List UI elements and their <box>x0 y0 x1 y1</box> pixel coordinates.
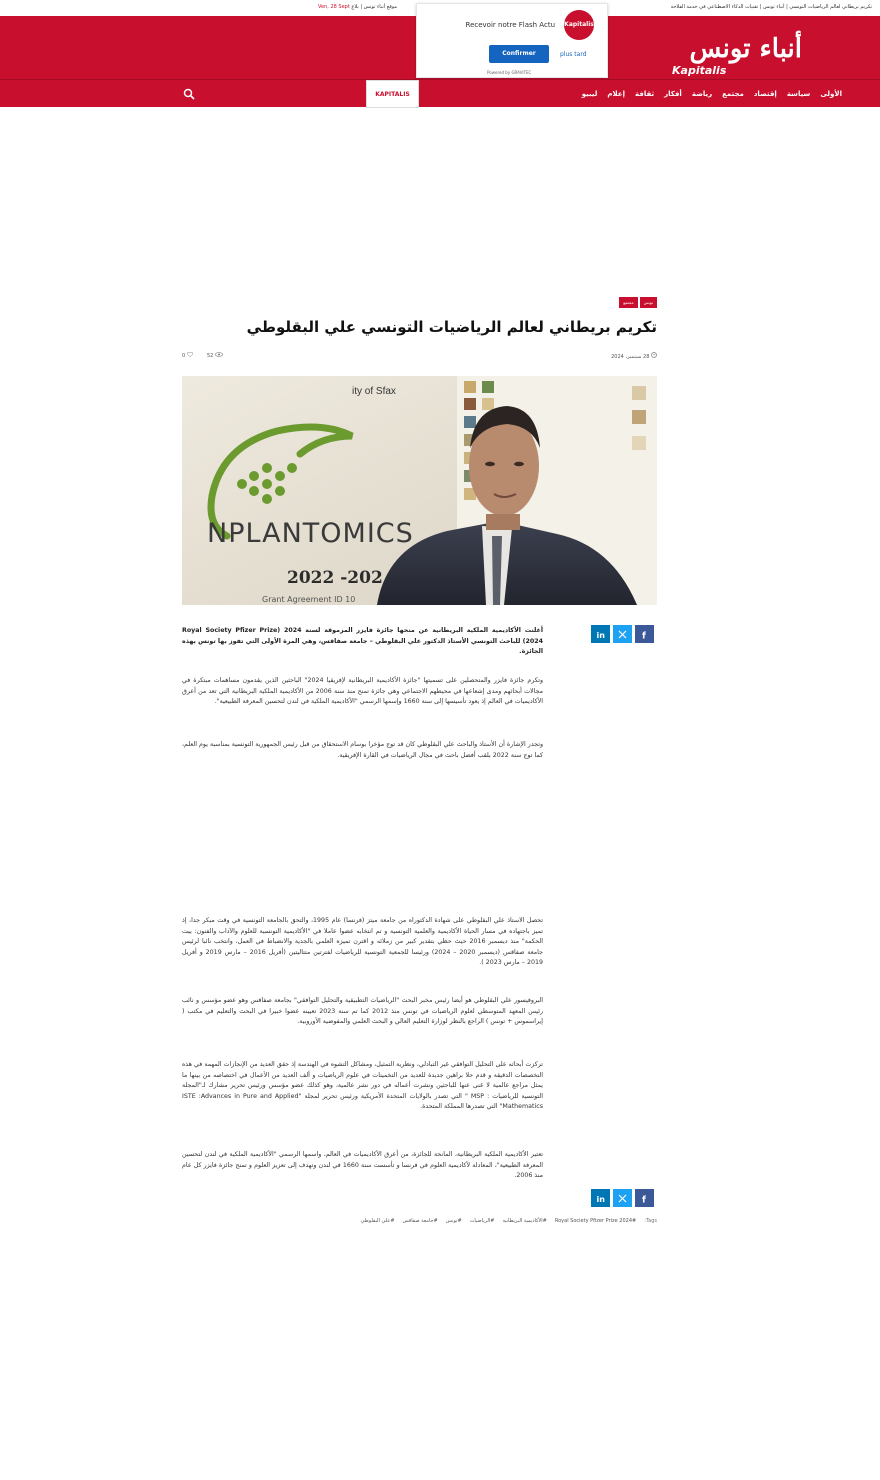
article-likes[interactable] <box>182 352 193 359</box>
linkedin-share-button[interactable] <box>591 625 610 643</box>
ticker-date: Ven, 28 Sept <box>318 4 350 10</box>
hero-photo <box>182 376 657 605</box>
article-hero-image <box>182 376 657 605</box>
svg-text:f: f <box>642 631 646 639</box>
nav-item-culture[interactable]: ثقافة <box>634 90 655 98</box>
ticker-headlines[interactable]: تكريم بريطاني لعالم الرياضيات التونسي | أنباء تونس | تقنيات الذكاء الاصطناعي في خدمة الفلاحة <box>670 4 872 10</box>
tag-link[interactable]: #جامعة صفاقس <box>402 1218 438 1224</box>
search-icon[interactable] <box>183 88 195 100</box>
article-views <box>207 352 223 359</box>
nav-item-politics[interactable]: سياسة <box>786 90 811 98</box>
later-button[interactable]: plus tard <box>560 51 587 58</box>
share-bar-bottom <box>591 1189 654 1207</box>
nav-item-society[interactable]: مجتمع <box>722 90 744 98</box>
nav-item-economy[interactable]: إقتصاد <box>753 90 777 98</box>
notification-prompt <box>416 3 608 78</box>
clock-icon <box>651 352 657 358</box>
heart-icon <box>187 352 193 357</box>
tag-link[interactable]: #الرياضيات <box>469 1218 495 1224</box>
nav-menu <box>582 80 842 108</box>
article-date <box>611 352 657 360</box>
views-count: 52 <box>207 353 214 359</box>
article-title: تكريم بريطاني لعالم الرياضيات التونسي علي البقلوطي <box>246 318 657 336</box>
banner-subtitle: Grant Agreement ID 10 <box>262 595 356 604</box>
logo-arabic: أنباء تونس <box>689 34 802 64</box>
popup-message: Recevoir notre Flash Actu <box>465 21 555 29</box>
article-paragraph-5: تركزت أبحاثه على التحليل التوافقي غير التبادلي، ونظرية التمثيل، ومشاكل التشوه في الهندسة إذ حقق العديد من الإنجازات المهمة في هذه التخصصات الدقيقة و قدم حلا براهين جديدة للعديد من التخمينات في علوم الرياضيات و ألف العديد من الأعمال في اختصاصه من بينها ما يمثل مراجع عالمية لا غنى عنها للباحثين ونشرت أعماله في دور نشر عالمية، وهو كذلك عضو مؤسس ورئيس تحرير مشارك لـ"المجلة التونسية للرياضيات : MSP " التي تصدر بالولايات المتحدة الأمريكية ورئيس تحرير لمجلة "ISTE :Advances in Pure and Applied Mathematics" التي تصدرها المملكة المتحدة. <box>182 1061 543 1110</box>
main-nav <box>0 79 880 107</box>
eye-icon <box>215 352 223 357</box>
popup-logo: Kapitalis <box>564 10 594 40</box>
tag-link[interactable]: #تونس <box>445 1218 462 1224</box>
nav-item-libya[interactable]: ليبيو <box>581 90 598 98</box>
article-date-text: 28 سبتمبر، 2024 <box>611 354 650 360</box>
logo-latin: Kapitalis <box>672 64 727 77</box>
category-tunisia[interactable]: تونس <box>640 297 657 308</box>
article-paragraph-1: وتكرم جائزة فايزر والمتحصلين على تسميتها "جائزة الأكاديمية البريطانية لإفريقيا 2024" الباحثين الذين يقدمون مساهمات مبتكرة في مجالات أبحاثهم ومدى إشعاعها في محيطهم الاجتماعي وهي جائزة تمنح منذ سنة 2006 من الأكاديمية الملكية البريطانية التي تعد من أعرق الأكاديميات في العالم إذ يعود تأسيسها إلى سنة 1660 وإسمها الرسمي "الأكاديمية الملكية في لندن لتحسين المعرفة الطبيعية". <box>182 677 543 705</box>
category-society[interactable]: مجتمع <box>619 297 637 308</box>
x-share-button[interactable] <box>613 625 632 643</box>
confirm-button[interactable]: Confirmer <box>489 45 549 63</box>
facebook-share-button[interactable] <box>635 1189 654 1207</box>
facebook-icon <box>640 1194 649 1203</box>
svg-text:f: f <box>642 1195 646 1203</box>
facebook-icon <box>640 630 649 639</box>
tags-label: Tags: <box>644 1218 657 1224</box>
likes-count: 0 <box>182 353 186 359</box>
tag-link[interactable]: #الأكاديمية البريطانية <box>502 1218 547 1224</box>
banner-top-text: ity of Sfax <box>352 386 396 397</box>
site-logo[interactable] <box>672 34 802 80</box>
nav-item-media[interactable]: إعلام <box>607 90 625 98</box>
ticker-info <box>318 4 397 10</box>
tag-link[interactable]: #علي البقلوطي <box>360 1218 395 1224</box>
tag-link[interactable]: #Royal Society Pfizer Prize 2024 <box>554 1218 637 1224</box>
article-meta <box>182 350 657 362</box>
share-bar-top <box>591 625 654 643</box>
article-lead: أعلنت الأكاديمية الملكية البريطانية عن منحها جائزة فايزر المرموقة لسنة 2024 (Royal Society Pfizer Prize 2024) للباحث التونسي الأستاذ الدكتور علي البقلوطي – جامعة صفاقس، وهي المرة الأولى التي تفوز بها تونس بهذه الجائزة. <box>182 627 543 655</box>
svg-text:in: in <box>596 630 605 639</box>
article-tags <box>361 1218 657 1224</box>
popup-powered-by: Powered by GRAVITEC <box>487 70 532 75</box>
nav-item-home[interactable]: الأولى <box>820 90 842 98</box>
article-paragraph-2: وتجدر الإشارة أن الأستاذ والباحث علي البقلوطي كان قد توج مؤخرا بوسام الاستحقاق من قبل رئيس الجمهورية التونسية بمناسبة يوم العلم، كما توج سنة 2022 بلقب أفضل باحث في مجال الرياضيات في القارة الإفريقية. <box>182 741 543 759</box>
x-share-button[interactable] <box>613 1189 632 1207</box>
banner-brand: NPLANTOMICS <box>207 518 414 549</box>
ticker-links[interactable]: موقع أنباء تونس | بلاغ <box>351 4 398 10</box>
article-paragraph-3: تحصل الاستاذ علي البقلوطي على شهادة الدكتوراه من جامعة ميتز (فرنسا) عام 1995، والتحق بالجامعة التونسية في وقت مبكر جدا، إذ تميز باجتهاده في مسار الحياة الأكاديمية والعلمية التونسية و تم انتخابه عضوا عاملا في "الأكاديمية التونسية للعلوم والآداب والفنون: بيت الحكمة" منذ ديسمبر 2016 حيث حظي بتقدير كبير من زملائه و اقترن تميزه العلمي بالجدية والانضباط في العمل، وانتخب نائبا لرئيس جامعة صفاقس (ديسمبر 2020 – 2024) ورئيسا للجمعية التونسية للرياضيات لفترتين متتاليتين (أفريل 2016 – مارس 2019 و أفريل 2019 – مارس 2023 ). <box>182 917 543 966</box>
article-paragraph-4: البروفيسور علي البقلوطي هو أيضا رئيس مخبر البحث "الرياضيات التطبيقية والتحليل التوافقي" بجامعة صفاقس وهو عضو مؤسس و نائب رئيس المعهد المتوسطي لعلوم الرياضيات في تونس منذ 2012 كما تم سنة 2023 تعيينه عضوا خبيرا في البحث والتعليم في مكتب ( إيراسموس + تونس ) الراجع بالنظر لوزارة التعليم العالي و البحث العلمي والمفوضية الأوروبية. <box>182 997 544 1025</box>
nav-item-ideas[interactable]: أفكار <box>664 90 682 98</box>
article-paragraph-6: تعتبر الأكاديمية الملكية البريطانية، المانحة للجائزة، من أعرق الأكاديميات في العالم، واسمها الرسمي "الأكاديمية الملكية في لندن لتحسين المعرفة الطبيعية"، المعادلة لأكاديمية العلوم في فرنسا و تأسست سنة 1660 في لندن وتهدف إلى تعزيز العلوم و تمنح جائزة فايزر كل عام منذ 2006. <box>182 1151 543 1179</box>
x-icon <box>618 1194 627 1203</box>
linkedin-share-button[interactable] <box>591 1189 610 1207</box>
linkedin-icon <box>596 630 605 639</box>
linkedin-icon <box>596 1194 605 1203</box>
nav-kapitalis-link[interactable]: KAPITALIS <box>366 80 419 108</box>
banner-years: 2022 -202 <box>287 568 383 588</box>
article-categories <box>619 297 657 308</box>
x-icon <box>618 630 627 639</box>
svg-text:in: in <box>596 1194 605 1203</box>
nav-item-sports[interactable]: رياضة <box>691 90 713 98</box>
facebook-share-button[interactable] <box>635 625 654 643</box>
